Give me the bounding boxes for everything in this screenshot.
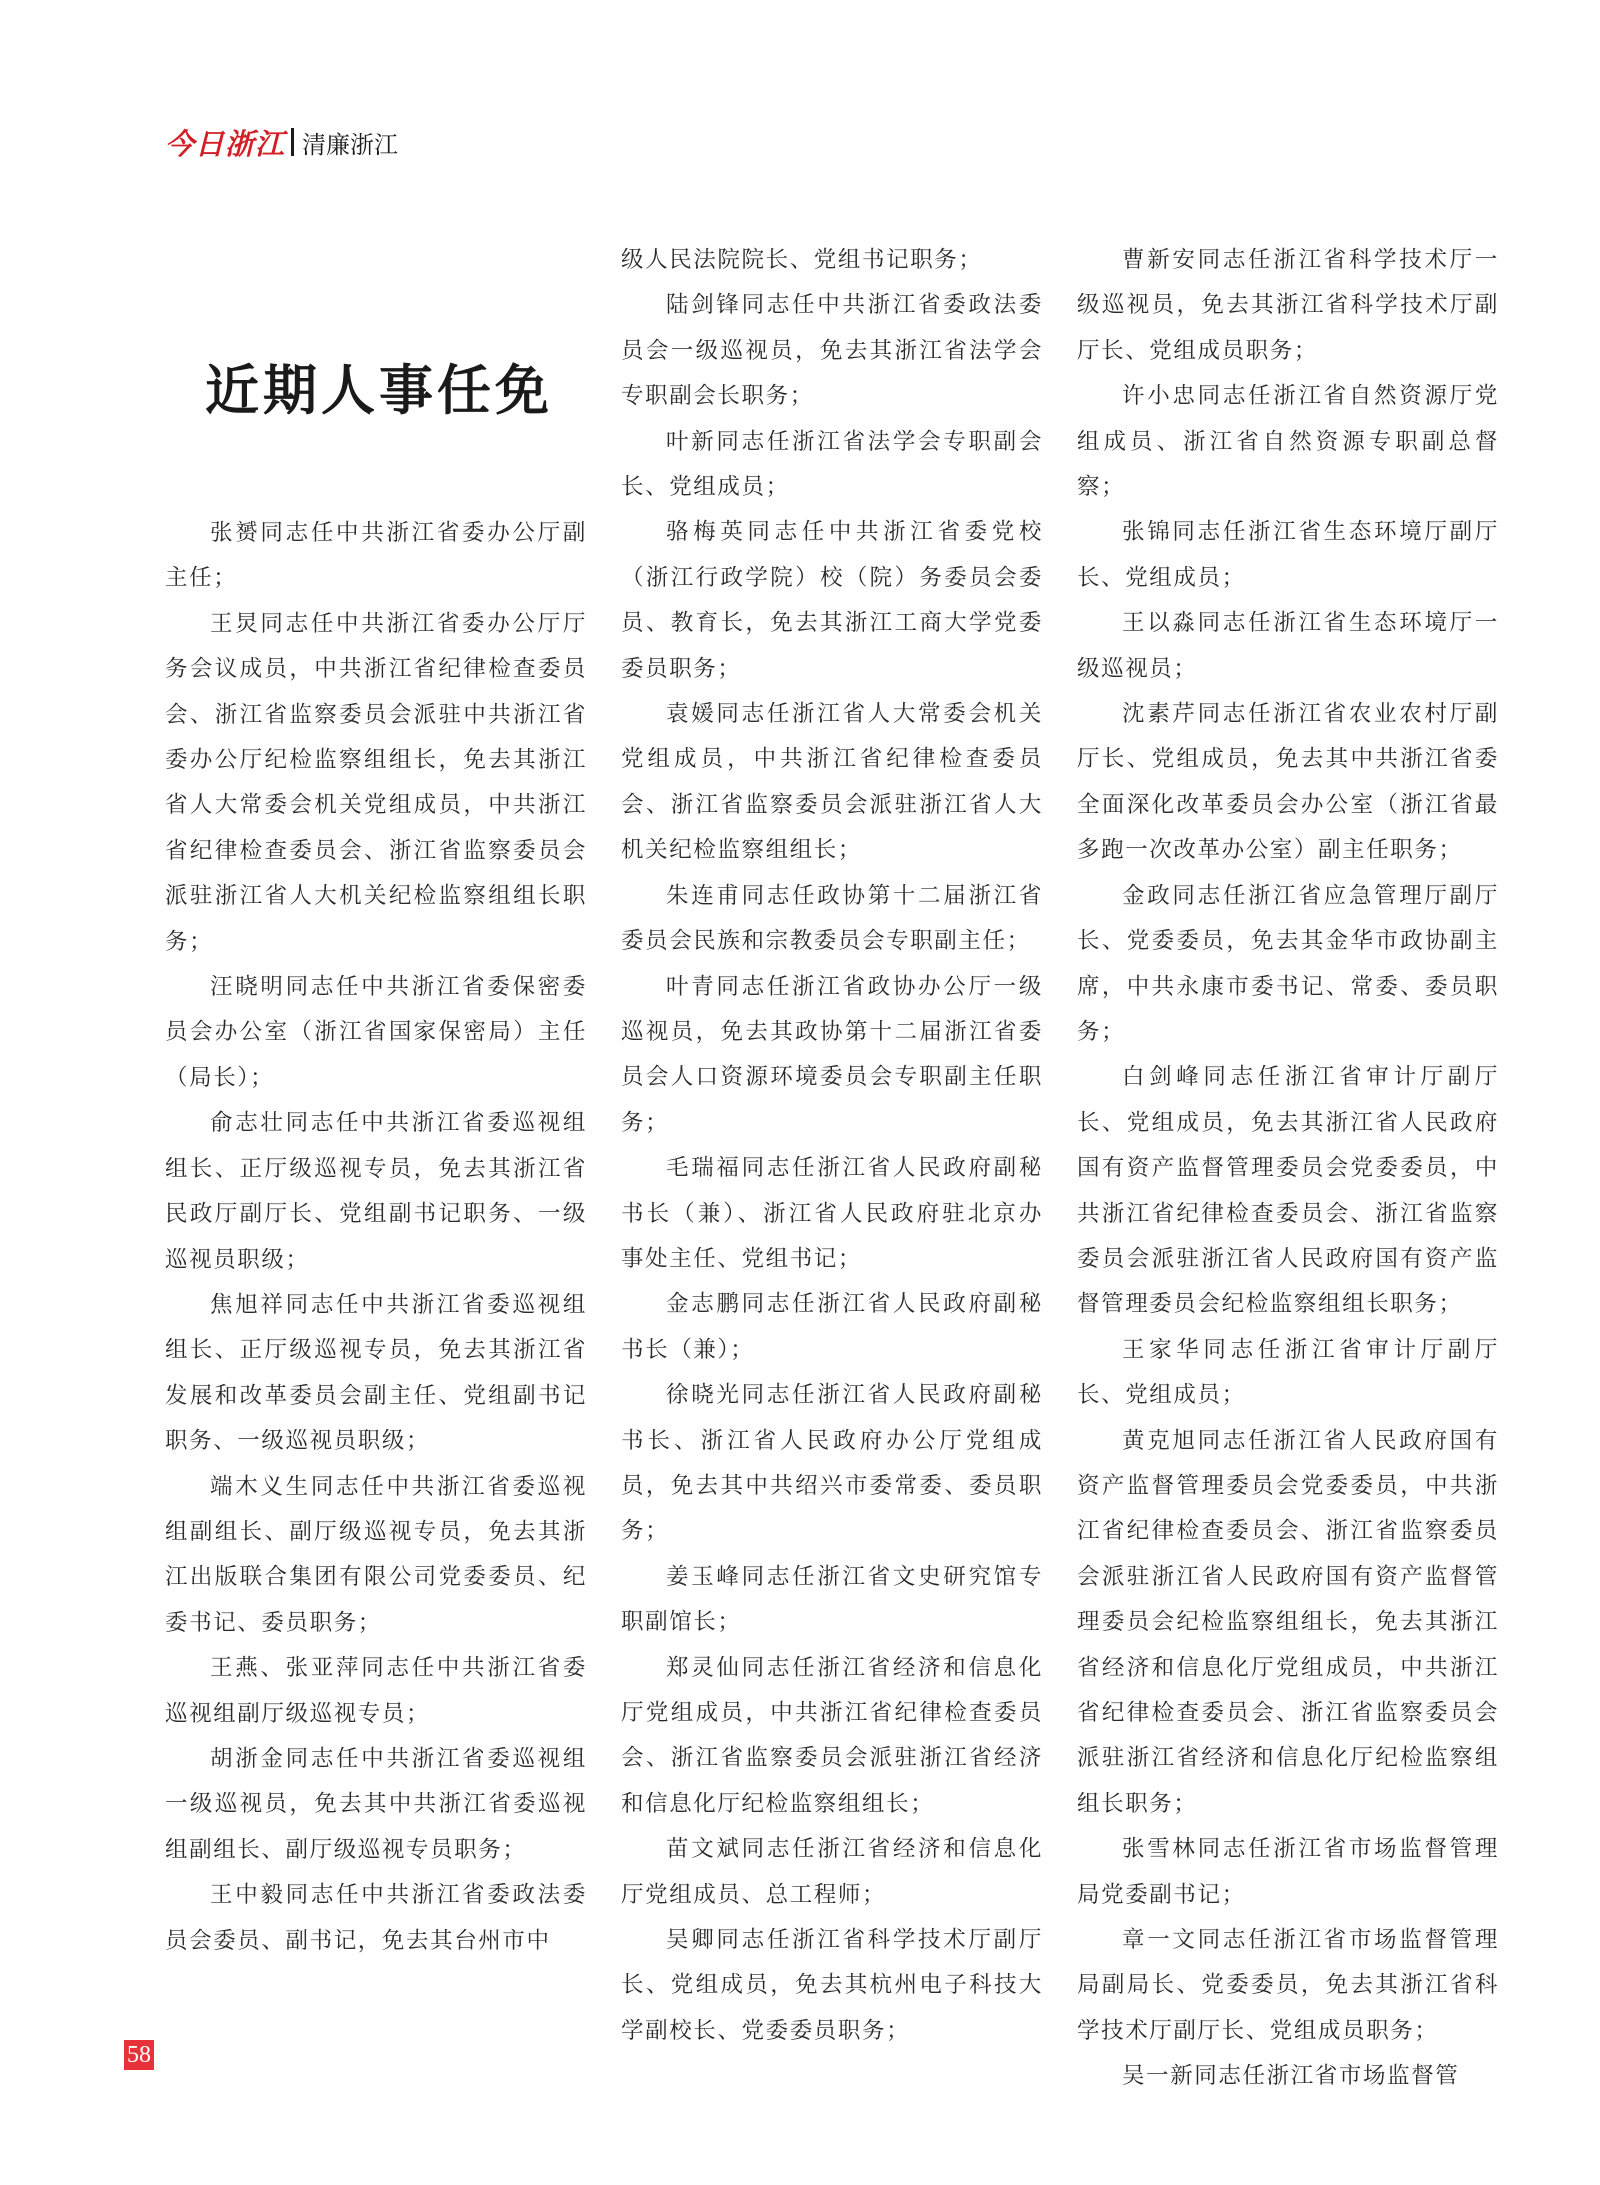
appointment-paragraph: 苗文斌同志任浙江省经济和信息化厅党组成员、总工程师； <box>621 1836 1043 1908</box>
page-number: 58 <box>124 2040 154 2070</box>
appointment-paragraph: 朱连甫同志任政协第十二届浙江省委员会民族和宗教委员会专职副主任； <box>621 882 1043 955</box>
article-title: 近期人事任免 <box>205 358 553 422</box>
appointment-paragraph: 焦旭祥同志任中共浙江省委巡视组组长、正厅级巡视专员，免去其浙江省发展和改革委员会副主任、党组副书记职务、一级巡视员职级； <box>165 1291 587 1455</box>
text-column-3 <box>1077 238 1499 2090</box>
appointment-paragraph: 沈素芹同志任浙江省农业农村厅副厅长、党组成员，免去其中共浙江省委全面深化改革委员会办公室（浙江省最多跑一次改革办公室）副主任职务； <box>1077 701 1499 864</box>
appointment-paragraph: 张赟同志任中共浙江省委办公厅副主任； <box>165 520 587 592</box>
appointment-paragraph: 王以淼同志任浙江省生态环境厅一级巡视员； <box>1077 610 1499 682</box>
section-name: 清廉浙江 <box>302 130 399 159</box>
appointment-paragraph: 黄克旭同志任浙江省人民政府国有资产监督管理委员会党委委员，中共浙江省纪律检查委员会、浙江省监察委员会派驻浙江省人民政府国有资产监督管理委员会纪检监察组组长，免去其浙江省经济和信息化厅党组成员，中共浙江省纪律检查委员会、浙江省监察委员会派驻浙江省经济和信息化厅纪检监察组组长职务； <box>1077 1427 1499 1817</box>
appointment-paragraph: 吴一新同志任浙江省市场监督管 <box>1122 2063 1460 2090</box>
appointment-paragraph: 汪晓明同志任中共浙江省委保密委员会办公室（浙江省国家保密局）主任（局长）； <box>165 974 587 1091</box>
appointment-paragraph: 张雪林同志任浙江省市场监督管理局党委副书记； <box>1077 1836 1499 1908</box>
appointment-paragraph: 叶青同志任浙江省政协办公厅一级巡视员，免去其政协第十二届浙江省委员会人口资源环境委员会专职副主任职务； <box>621 973 1043 1136</box>
appointment-paragraph: 级人民法院院长、党组书记职务； <box>621 247 983 273</box>
appointment-paragraph: 王家华同志任浙江省审计厅副厅长、党组成员； <box>1077 1336 1499 1409</box>
appointment-paragraph: 曹新安同志任浙江省科学技术厅一级巡视员，免去其浙江省科学技术厅副厅长、党组成员职务； <box>1077 247 1499 364</box>
appointment-paragraph: 章一文同志任浙江省市场监督管理局副局长、党委委员，免去其浙江省科学技术厅副厅长、党组成员职务； <box>1077 1927 1499 2044</box>
appointment-paragraph: 胡浙金同志任中共浙江省委巡视组一级巡视员，免去其中共浙江省委巡视组副组长、副厅级巡视专员职务； <box>165 1745 587 1863</box>
appointment-paragraph: 王炅同志任中共浙江省委办公厅厅务会议成员，中共浙江省纪律检查委员会、浙江省监察委员会派驻中共浙江省委办公厅纪检监察组组长，免去其浙江省人大常委会机关党组成员，中共浙江省纪律检查委员会、浙江省监察委员会派驻浙江省人大机关纪检监察组组长职务； <box>165 610 587 955</box>
appointment-paragraph: 白剑峰同志任浙江省审计厅副厅长、党组成员，免去其浙江省人民政府国有资产监督管理委员会党委委员，中共浙江省纪律检查委员会、浙江省监察委员会派驻浙江省人民政府国有资产监督管理委员会纪检监察组组长职务； <box>1077 1064 1499 1318</box>
appointment-paragraph: 许小忠同志任浙江省自然资源厅党组成员、浙江省自然资源专职副总督察； <box>1077 383 1499 501</box>
appointment-paragraph: 骆梅英同志任中共浙江省委党校（浙江行政学院）校（院）务委员会委员、教育长，免去其浙江工商大学党委委员职务； <box>621 519 1043 682</box>
appointment-paragraph: 金政同志任浙江省应急管理厅副厅长、党委委员，免去其金华市政协副主席，中共永康市委书记、常委、委员职务； <box>1077 882 1499 1045</box>
appointment-paragraph: 俞志壮同志任中共浙江省委巡视组组长、正厅级巡视专员，免去其浙江省民政厅副厅长、党组副书记职务、一级巡视员职级； <box>165 1110 587 1273</box>
appointment-paragraph: 叶新同志任浙江省法学会专职副会长、党组成员； <box>621 428 1043 501</box>
appointment-paragraph: 王燕、张亚萍同志任中共浙江省委巡视组副厅级巡视专员； <box>165 1655 587 1727</box>
appointment-paragraph: 毛瑞福同志任浙江省人民政府副秘书长（兼）、浙江省人民政府驻北京办事处主任、党组书记； <box>621 1155 1043 1272</box>
header-divider <box>291 128 294 156</box>
text-column-2 <box>621 238 1043 2044</box>
brand-logo: 今日浙江 <box>165 126 286 161</box>
appointment-paragraph: 端木义生同志任中共浙江省委巡视组副组长、副厅级巡视专员，免去其浙江出版联合集团有限公司党委委员、纪委书记、委员职务； <box>165 1473 587 1636</box>
appointment-paragraph: 金志鹏同志任浙江省人民政府副秘书长（兼）； <box>621 1291 1043 1363</box>
appointment-paragraph: 张锦同志任浙江省生态环境厅副厅长、党组成员； <box>1077 519 1499 591</box>
appointment-paragraph: 吴卿同志任浙江省科学技术厅副厅长、党组成员，免去其杭州电子科技大学副校长、党委委员职务； <box>621 1927 1043 2044</box>
appointment-paragraph: 陆剑锋同志任中共浙江省委政法委员会一级巡视员，免去其浙江省法学会专职副会长职务； <box>621 292 1043 410</box>
text-column-1 <box>165 511 587 2001</box>
appointment-paragraph: 王中毅同志任中共浙江省委政法委员会委员、副书记，免去其台州市中 <box>165 1882 587 1954</box>
appointment-paragraph: 郑灵仙同志任浙江省经济和信息化厅党组成员，中共浙江省纪律检查委员会、浙江省监察委员会派驻浙江省经济和信息化厅纪检监察组组长； <box>621 1654 1043 1817</box>
appointment-paragraph: 徐晓光同志任浙江省人民政府副秘书长、浙江省人民政府办公厅党组成员，免去其中共绍兴市委常委、委员职务； <box>621 1382 1043 1545</box>
appointment-paragraph: 姜玉峰同志任浙江省文史研究馆专职副馆长； <box>621 1563 1043 1636</box>
page-header <box>165 122 398 162</box>
appointment-paragraph: 袁媛同志任浙江省人大常委会机关党组成员，中共浙江省纪律检查委员会、浙江省监察委员会派驻浙江省人大机关纪检监察组组长； <box>621 701 1043 864</box>
